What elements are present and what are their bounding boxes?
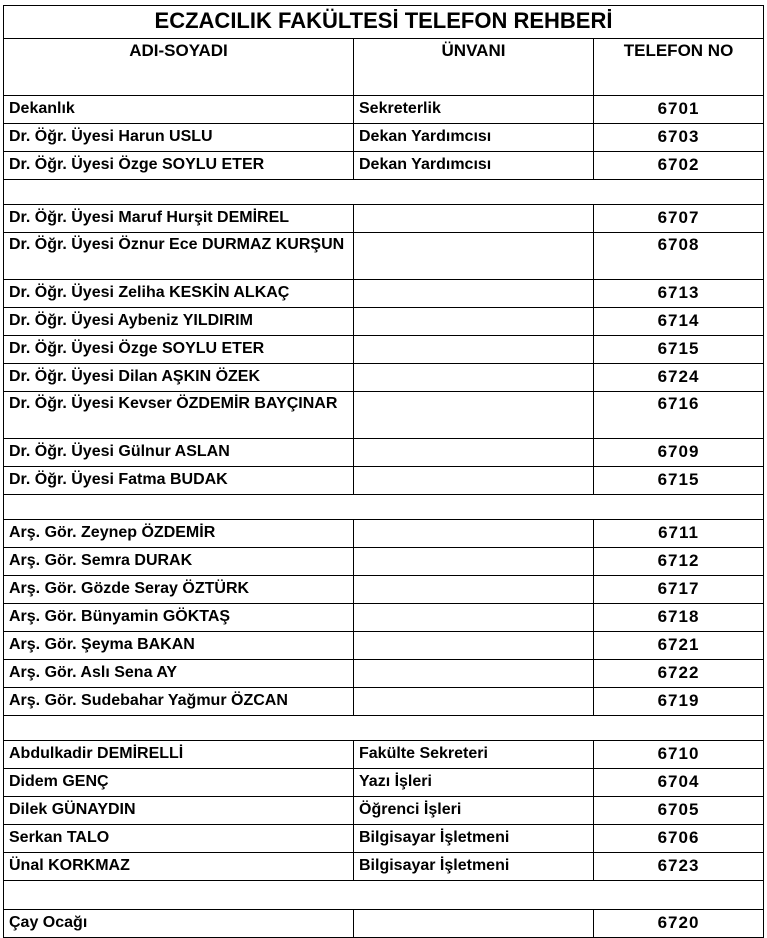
header-name: ADI-SOYADI (4, 39, 354, 96)
name-cell: Dr. Öğr. Üyesi Fatma BUDAK (4, 467, 354, 495)
title-cell-value: Öğrenci İşleri (354, 797, 594, 825)
table-row (4, 769, 764, 797)
phone-cell: 6703 (594, 124, 764, 152)
phone-cell: 6706 (594, 825, 764, 853)
title-cell-value: Dekan Yardımcısı (354, 152, 594, 180)
name-cell: Dr. Öğr. Üyesi Özge SOYLU ETER (4, 336, 354, 364)
title-cell-value (354, 467, 594, 495)
directory-table (3, 5, 764, 938)
phone-cell: 6709 (594, 439, 764, 467)
title-cell-value (354, 576, 594, 604)
phone-directory (3, 5, 763, 938)
title-cell-value (354, 439, 594, 467)
group-separator (4, 495, 764, 520)
name-cell: Dr. Öğr. Üyesi Kevser ÖZDEMİR BAYÇINAR (4, 392, 354, 439)
table-row (4, 439, 764, 467)
phone-cell: 6714 (594, 308, 764, 336)
title-cell-value (354, 910, 594, 938)
name-cell: Arş. Gör. Sudebahar Yağmur ÖZCAN (4, 688, 354, 716)
name-cell: Çay Ocağı (4, 910, 354, 938)
table-row (4, 688, 764, 716)
group-separator (4, 881, 764, 910)
table-row (4, 910, 764, 938)
phone-cell: 6712 (594, 548, 764, 576)
title-cell-value: Bilgisayar İşletmeni (354, 825, 594, 853)
phone-cell: 6702 (594, 152, 764, 180)
phone-cell: 6713 (594, 280, 764, 308)
phone-cell: 6720 (594, 910, 764, 938)
title-cell-value: Fakülte Sekreteri (354, 741, 594, 769)
name-cell: Dekanlık (4, 96, 354, 124)
title-cell-value (354, 520, 594, 548)
name-cell: Dr. Öğr. Üyesi Zeliha KESKİN ALKAÇ (4, 280, 354, 308)
phone-cell: 6711 (594, 520, 764, 548)
title-cell-value (354, 688, 594, 716)
name-cell: Dr. Öğr. Üyesi Öznur Ece DURMAZ KURŞUN (4, 233, 354, 280)
phone-cell: 6705 (594, 797, 764, 825)
phone-cell: 6707 (594, 205, 764, 233)
table-row (4, 660, 764, 688)
name-cell: Dilek GÜNAYDIN (4, 797, 354, 825)
phone-cell: 6721 (594, 632, 764, 660)
name-cell: Arş. Gör. Şeyma BAKAN (4, 632, 354, 660)
title-cell-value: Bilgisayar İşletmeni (354, 853, 594, 881)
table-row (4, 520, 764, 548)
phone-cell: 6717 (594, 576, 764, 604)
group-separator (4, 180, 764, 205)
phone-cell: 6708 (594, 233, 764, 280)
title-cell-value (354, 660, 594, 688)
table-row (4, 124, 764, 152)
title-cell-value (354, 280, 594, 308)
name-cell: Arş. Gör. Semra DURAK (4, 548, 354, 576)
phone-cell: 6715 (594, 336, 764, 364)
table-row (4, 280, 764, 308)
title-cell-value (354, 392, 594, 439)
title-cell-value (354, 364, 594, 392)
name-cell: Arş. Gör. Bünyamin GÖKTAŞ (4, 604, 354, 632)
phone-cell: 6718 (594, 604, 764, 632)
separator-cell (4, 716, 764, 741)
table-row (4, 364, 764, 392)
table-row (4, 308, 764, 336)
name-cell: Dr. Öğr. Üyesi Maruf Hurşit DEMİREL (4, 205, 354, 233)
table-row (4, 825, 764, 853)
header-phone: TELEFON NO (594, 39, 764, 96)
phone-cell: 6715 (594, 467, 764, 495)
title-cell-value: Dekan Yardımcısı (354, 124, 594, 152)
table-row (4, 741, 764, 769)
name-cell: Dr. Öğr. Üyesi Gülnur ASLAN (4, 439, 354, 467)
name-cell: Ünal KORKMAZ (4, 853, 354, 881)
name-cell: Arş. Gör. Zeynep ÖZDEMİR (4, 520, 354, 548)
title-cell-value (354, 548, 594, 576)
name-cell: Dr. Öğr. Üyesi Harun USLU (4, 124, 354, 152)
table-row (4, 548, 764, 576)
phone-cell: 6722 (594, 660, 764, 688)
phone-cell: 6723 (594, 853, 764, 881)
name-cell: Dr. Öğr. Üyesi Özge SOYLU ETER (4, 152, 354, 180)
phone-cell: 6704 (594, 769, 764, 797)
name-cell: Arş. Gör. Gözde Seray ÖZTÜRK (4, 576, 354, 604)
name-cell: Dr. Öğr. Üyesi Aybeniz YILDIRIM (4, 308, 354, 336)
table-row (4, 233, 764, 280)
title-cell-value (354, 308, 594, 336)
table-row (4, 205, 764, 233)
table-row (4, 604, 764, 632)
separator-cell (4, 881, 764, 910)
group-separator (4, 716, 764, 741)
title-cell-value: Yazı İşleri (354, 769, 594, 797)
title-cell-value (354, 632, 594, 660)
table-row (4, 336, 764, 364)
table-row (4, 797, 764, 825)
title-cell-value (354, 233, 594, 280)
title-cell-value (354, 336, 594, 364)
phone-cell: 6716 (594, 392, 764, 439)
separator-cell (4, 495, 764, 520)
phone-cell: 6710 (594, 741, 764, 769)
separator-cell (4, 180, 764, 205)
name-cell: Serkan TALO (4, 825, 354, 853)
phone-cell: 6719 (594, 688, 764, 716)
phone-cell: 6724 (594, 364, 764, 392)
title-cell-value (354, 205, 594, 233)
header-title: ÜNVANI (354, 39, 594, 96)
table-row (4, 853, 764, 881)
name-cell: Dr. Öğr. Üyesi Dilan AŞKIN ÖZEK (4, 364, 354, 392)
table-row (4, 152, 764, 180)
name-cell: Arş. Gör. Aslı Sena AY (4, 660, 354, 688)
document-title: ECZACILIK FAKÜLTESİ TELEFON REHBERİ (4, 6, 764, 39)
table-row (4, 96, 764, 124)
title-cell-value: Sekreterlik (354, 96, 594, 124)
phone-cell: 6701 (594, 96, 764, 124)
table-row (4, 467, 764, 495)
name-cell: Didem GENÇ (4, 769, 354, 797)
name-cell: Abdulkadir DEMİRELLİ (4, 741, 354, 769)
table-row (4, 392, 764, 439)
table-row (4, 576, 764, 604)
title-cell-value (354, 604, 594, 632)
table-row (4, 632, 764, 660)
